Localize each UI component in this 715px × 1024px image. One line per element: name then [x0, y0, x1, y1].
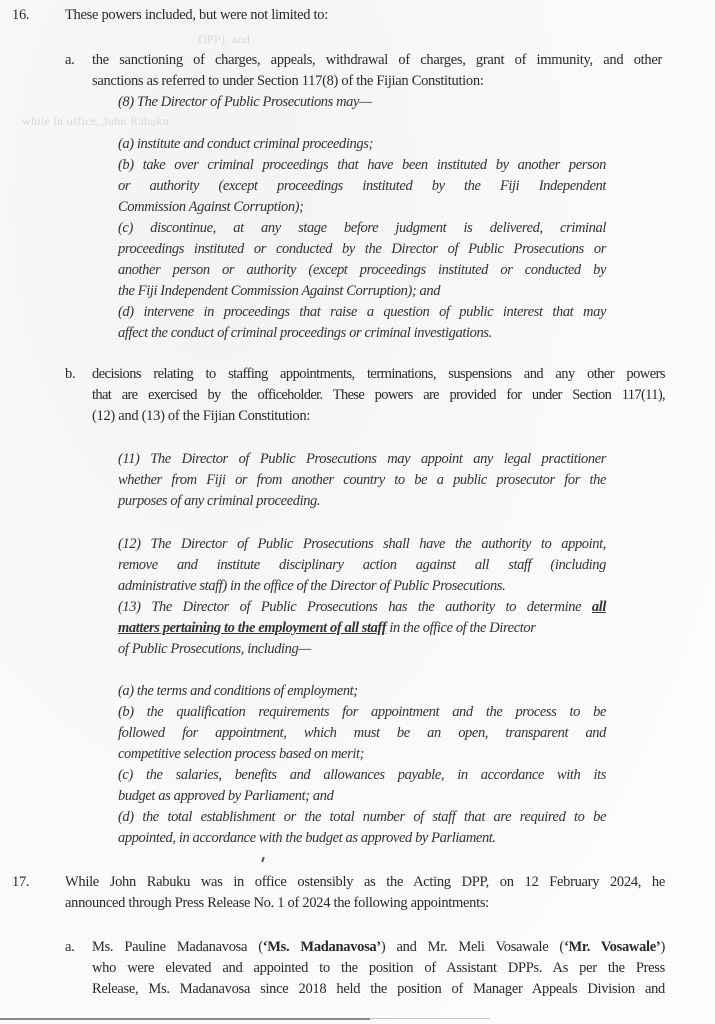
defined-term: ‘Mr. Vosawale’ [563, 939, 661, 955]
text: Ms. Pauline Madanavosa ( [92, 939, 263, 955]
quote-line: (a) the terms and conditions of employment; [118, 683, 358, 699]
underlined-emphasis: matters pertaining to the employment of all staff [118, 620, 387, 636]
quote-line: (8) The Director of Public Prosecutions may— [118, 94, 372, 110]
quote-line: followed for appointment, which must be an open, transparent and [118, 725, 606, 741]
quote-text: in the office of the Director [386, 620, 536, 636]
quote-line: affect the conduct of criminal proceedings or criminal investigations. [118, 325, 492, 341]
quote-line: (12) The Director of Public Prosecutions shall have the authority to appoint, [118, 536, 606, 552]
paragraph-17-line2: announced through Press Release No. 1 of 2024 the following appointments: [65, 895, 489, 911]
quote-line: the Fiji Independent Commission Against Corruption); and [118, 283, 441, 299]
quote-line: proceedings instituted or conducted by the Director of Public Prosecutions or [118, 241, 606, 257]
quote-line: (11) The Director of Public Prosecutions may appoint any legal practitioner [118, 451, 606, 467]
item-a-line1: the sanctioning of charges, appeals, withdrawal of charges, grant of immunity, and other [92, 52, 662, 68]
quote-line: administrative staff) in the office of the Director of Public Prosecutions. [118, 578, 506, 594]
quote-line [118, 597, 606, 617]
item-a-line2: sanctions as referred to under Section 117(8) of the Fijian Constitution: [92, 73, 484, 89]
quote-line: budget as approved by Parliament; and [118, 788, 334, 804]
text: ) and Mr. Meli Vosawale ( [380, 939, 564, 955]
quote-line: (d) the total establishment or the total number of staff that are required to be [118, 809, 606, 825]
quote-line: (a) institute and conduct criminal proceedings; [118, 136, 373, 152]
quote-line: remove and institute disciplinary action against all staff (including [118, 557, 606, 573]
item-b-line2: that are exercised by the officeholder. These powers are provided for under Section 117(11), [92, 387, 665, 403]
quote-line: (b) take over criminal proceedings that have been instituted by another person [118, 157, 606, 173]
bleed-through-text: DPP), and [198, 32, 251, 46]
underlined-emphasis: all [591, 599, 606, 615]
quote-text: (13) The Director of Public Prosecutions has the authority to determine [118, 599, 592, 615]
quote-line: Commission Against Corruption); [118, 199, 304, 215]
quote-line [118, 618, 535, 638]
text: ) [660, 939, 665, 955]
paragraph-17-line1: While John Rabuku was in office ostensibly as the Acting DPP, on 12 February 2024, he [65, 874, 665, 890]
paragraph-number-16: 16. [12, 7, 30, 23]
quote-line: or authority (except proceedings instituted by the Fiji Independent [118, 178, 606, 194]
paragraph-16-intro: These powers included, but were not limited to: [65, 7, 328, 23]
scan-mark [261, 857, 265, 862]
item-17a-line1 [92, 937, 665, 957]
paragraph-number-17: 17. [12, 874, 30, 890]
quote-line: purposes of any criminal proceeding. [118, 493, 321, 509]
item-b-line3: (12) and (13) of the Fijian Constitution: [92, 408, 311, 424]
quote-line: appointed, in accordance with the budget as approved by Parliament. [118, 830, 496, 846]
item-b-line1: decisions relating to staffing appointments, terminations, suspensions and any other powers [92, 366, 665, 382]
quote-line: (c) the salaries, benefits and allowances payable, in accordance with its [118, 767, 606, 783]
item-label-b: b. [65, 366, 76, 382]
item-label-a: a. [65, 939, 75, 955]
quote-line: competitive selection process based on merit; [118, 746, 365, 762]
quote-line: another person or authority (except proceedings instituted or conducted by [118, 262, 606, 278]
quote-line: whether from Fiji or from another country to be a public prosecutor for the [118, 472, 606, 488]
bleed-through-text: while in office, John Rabuku [22, 114, 170, 128]
quote-line: of Public Prosecutions, including— [118, 641, 311, 657]
quote-line: (d) intervene in proceedings that raise a question of public interest that may [118, 304, 606, 320]
footnote-rule [370, 1018, 490, 1019]
quote-line: (b) the qualification requirements for appointment and the process to be [118, 704, 606, 720]
footnote-rule [0, 1018, 370, 1020]
item-17a-line2: who were elevated and appointed to the position of Assistant DPPs. As per the Press [92, 960, 665, 976]
quote-line: (c) discontinue, at any stage before judgment is delivered, criminal [118, 220, 606, 236]
item-label-a: a. [65, 52, 75, 68]
item-17a-line3: Release, Ms. Madanavosa since 2018 held the position of Manager Appeals Division and [92, 981, 665, 997]
defined-term: ‘Ms. Madanavosa’ [262, 939, 381, 955]
